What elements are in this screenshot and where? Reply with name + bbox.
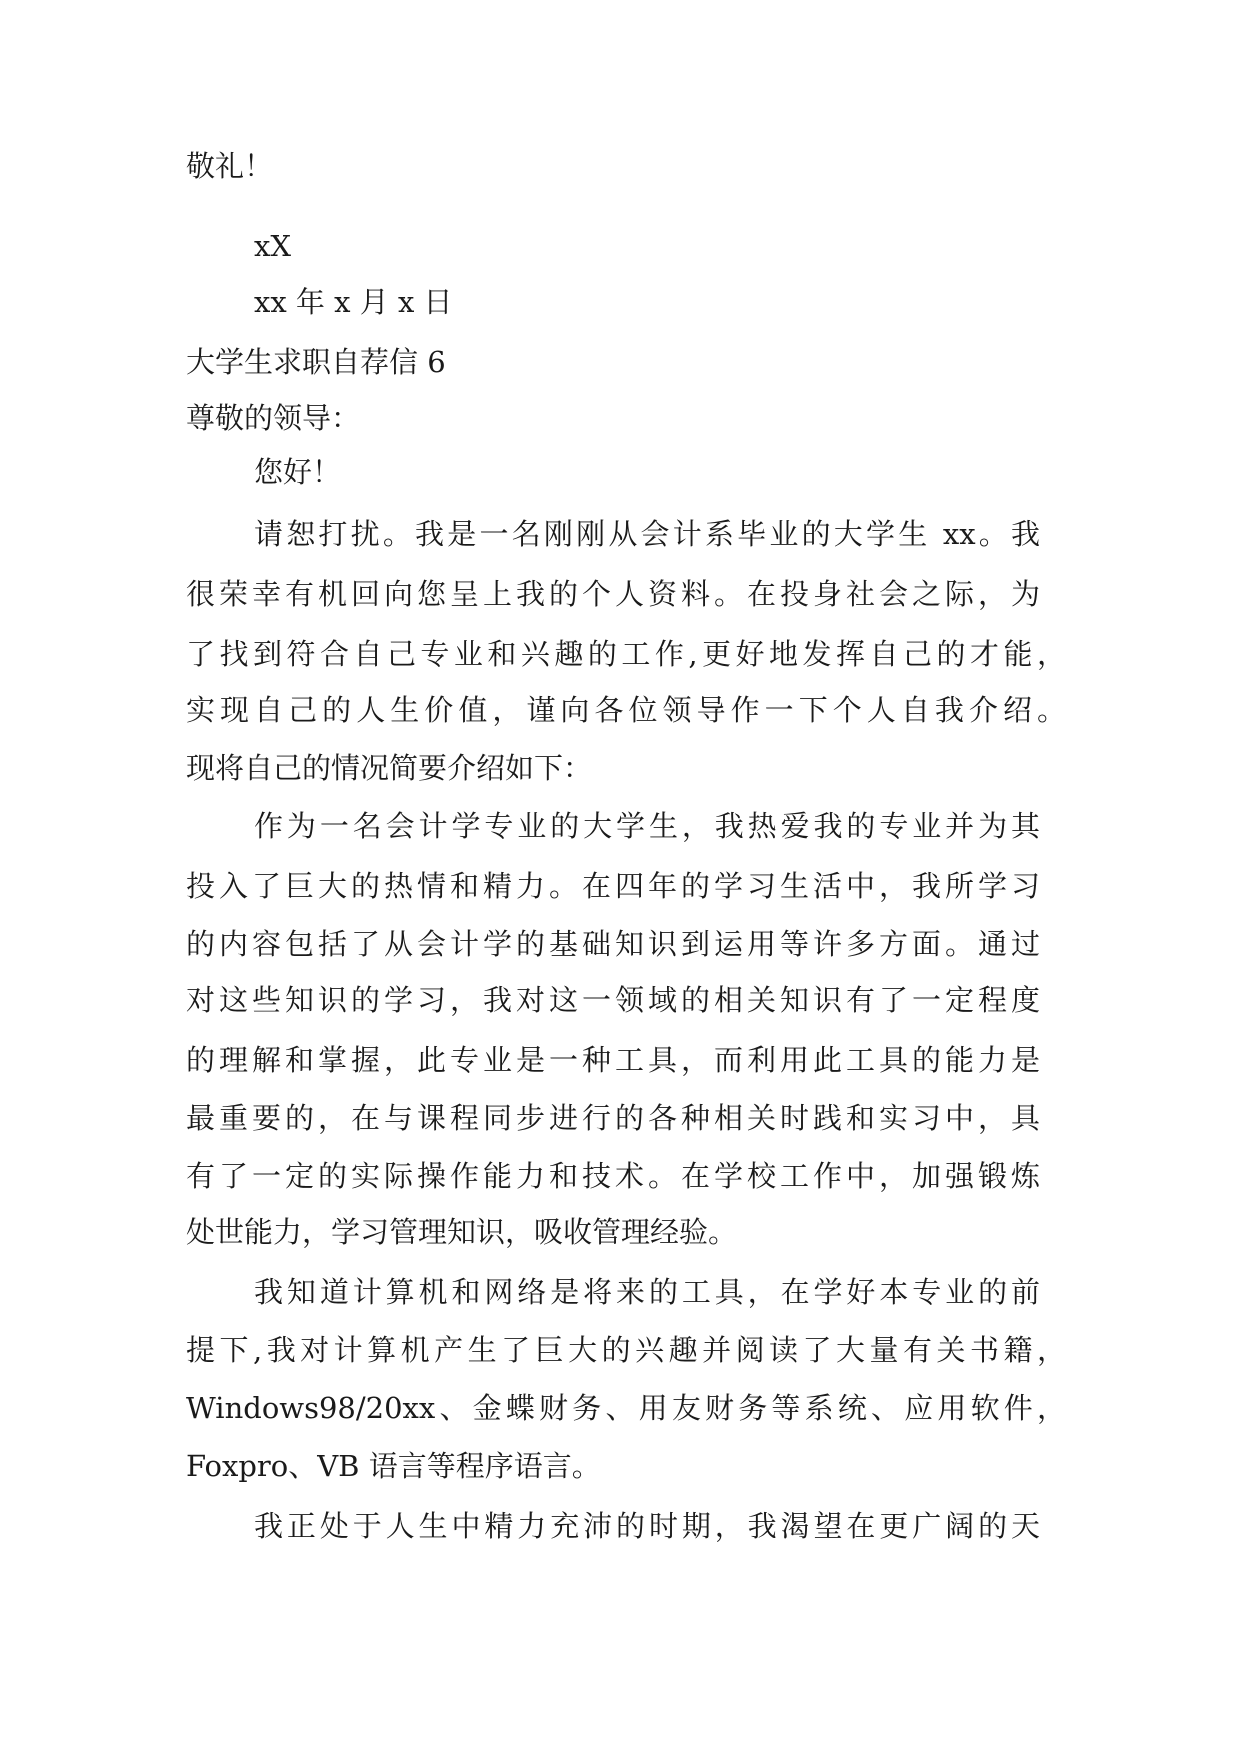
paragraph-line: 我正处于人生中精力充沛的时期，我渴望在更广阔的天 (254, 1509, 1040, 1543)
paragraph-line: 现将自己的情况简要介绍如下： (186, 751, 593, 785)
paragraph-line: 最重要的，在与课程同步进行的各种相关时践和实习中，具 (186, 1101, 1040, 1135)
paragraph-line: 有了一定的实际操作能力和技术。在学校工作中，加强锻炼 (186, 1159, 1040, 1193)
paragraph-line: 处世能力，学习管理知识，吸收管理经验。 (186, 1215, 738, 1249)
paragraph-line: 提下,我对计算机产生了巨大的兴趣并阅读了大量有关书籍， (186, 1333, 1066, 1367)
greeting-text: 您好！ (254, 455, 342, 489)
salutation-text: 尊敬的领导： (186, 401, 361, 435)
paragraph-line: 实现自己的人生价值，谨向各位领导作一下个人自我介绍。 (186, 693, 1066, 727)
closing-text: 敬礼！ (186, 149, 274, 183)
date-text: xx 年 x 月 x 日 (254, 285, 453, 319)
paragraph-line: 我知道计算机和网络是将来的工具，在学好本专业的前 (254, 1275, 1040, 1309)
signature-text: xX (254, 229, 292, 263)
paragraph-line: 作为一名会计学专业的大学生，我热爱我的专业并为其 (254, 809, 1040, 843)
paragraph-line: 的内容包括了从会计学的基础知识到运用等许多方面。通过 (186, 927, 1040, 961)
section-title: 大学生求职自荐信 6 (186, 345, 446, 379)
paragraph-line: 很荣幸有机回向您呈上我的个人资料。在投身社会之际，为 (186, 577, 1040, 611)
paragraph-line: 请恕打扰。我是一名刚刚从会计系毕业的大学生 xx。我 (254, 517, 1040, 551)
paragraph-line: 了找到符合自己专业和兴趣的工作,更好地发挥自己的才能， (186, 637, 1066, 671)
paragraph-line: 的理解和掌握，此专业是一种工具，而利用此工具的能力是 (186, 1043, 1040, 1077)
paragraph-line: 对这些知识的学习，我对这一领域的相关知识有了一定程度 (186, 983, 1040, 1017)
paragraph-line: Windows98/20xx、金蝶财务、用友财务等系统、应用软件， (186, 1391, 1066, 1425)
paragraph-line: 投入了巨大的热情和精力。在四年的学习生活中，我所学习 (186, 869, 1040, 903)
paragraph-line: Foxpro、VB 语言等程序语言。 (186, 1449, 601, 1483)
